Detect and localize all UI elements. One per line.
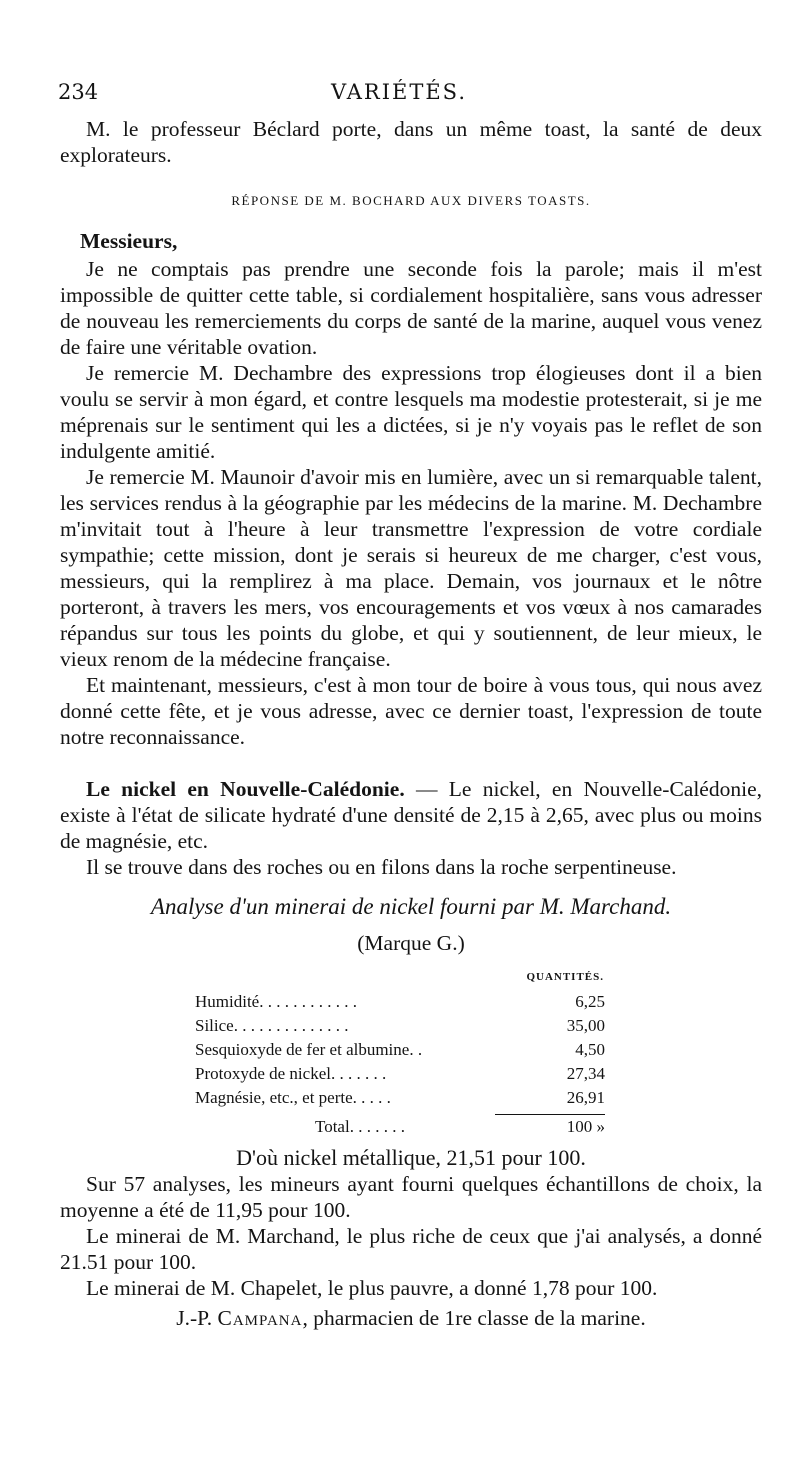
speech-paragraph: Je remercie M. Dechambre des expressions trop élogieuses dont il a bien voulu se servir à mon égard, et contre lesquels ma modestie protesterait, si je me méprenais sur le sentiment qui les a dictées, si je n'y voyais pas le reflet de son indulgente amitié. [60, 361, 762, 463]
salutation: Messieurs, [80, 229, 178, 253]
nickel-text: — Le nickel, en Nouvelle-Calédonie, existe à l'état de silicate hydraté d'une densité de 2,15 à 2,65, avec plus ou moins de magnésie, etc. [60, 777, 762, 853]
table-row [195, 990, 605, 1014]
nickel-heading: Le nickel en Nouvelle-Calédonie. [86, 777, 405, 801]
closing-paragraph: Le minerai de M. Chapelet, le plus pauvre, a donné 1,78 pour 100. [86, 1276, 658, 1300]
analysis-marque: (Marque G.) [357, 931, 465, 955]
total-row [195, 1115, 605, 1139]
closing-paragraph: Sur 57 analyses, les mineurs ayant fourni quelques échantillons de choix, la moyenne a été de 11,95 pour 100. [60, 1172, 762, 1222]
page-number: 234 [58, 80, 99, 104]
quantities-header: QUANTITÉS. [526, 971, 604, 983]
metal-line: D'où nickel métallique, 21,51 pour 100. [236, 1145, 586, 1170]
analysis-title: Analyse d'un minerai de nickel fourni par M. Marchand. [150, 894, 672, 919]
signature [60, 1305, 762, 1331]
row-value: 4,50 [575, 1040, 605, 1059]
total-label: Total. . . . . . . [315, 1117, 405, 1136]
signature-suffix: , pharmacien de 1re classe de la marine. [302, 1306, 646, 1330]
row-label: Humidité. . . . . . . . . . . . [195, 992, 357, 1011]
closing-paragraph: Le minerai de M. Marchand, le plus riche de ceux que j'ai analysés, a donné 21.51 pour 100. [60, 1224, 762, 1274]
nickel-paragraph-2: Il se trouve dans des roches ou en filons dans la roche serpentineuse. [86, 855, 677, 879]
section-subheading: RÉPONSE DE M. BOCHARD AUX DIVERS TOASTS. [231, 193, 591, 208]
analysis-table [195, 964, 605, 1139]
row-value: 27,34 [566, 1064, 605, 1083]
table-row [195, 1062, 605, 1086]
row-value: 6,25 [575, 992, 605, 1011]
nickel-paragraph [60, 776, 762, 854]
total-value: 100 » [566, 1117, 605, 1136]
row-value: 26,91 [566, 1088, 605, 1107]
row-label: Magnésie, etc., et perte. . . . . [195, 1088, 391, 1107]
speech-paragraph: Et maintenant, messieurs, c'est à mon tour de boire à vous tous, qui nous avez donné cette fête, et je vous adresse, avec ce dernier toast, l'expression de toute notre reconnaissance. [60, 673, 762, 749]
page-body [60, 116, 762, 1331]
speech-paragraph: Je remercie M. Maunoir d'avoir mis en lumière, avec un si remarquable talent, les services rendus à la géographie par les médecins de la marine. M. Dechambre m'invitait tout à l'heure à leur transmettre l'expression de votre cordiale sympathie; cette mission, dont je serais si heureux de me charger, c'est vous, messieurs, qui la remplirez à ma place. Demain, vos journaux et le nôtre porteront, à travers les mers, vos encouragements et vos vœux à nos camarades répandus sur tous les points du globe, et qui y soutiennent, de leur mieux, le vieux renom de la médecine française. [60, 465, 762, 671]
row-value: 35,00 [566, 1016, 605, 1035]
row-label: Protoxyde de nickel. . . . . . . [195, 1064, 387, 1083]
speech-paragraph: Je ne comptais pas prendre une seconde fois la parole; mais il m'est impossible de quitter cette table, si cordialement hospitalière, sans vous adresser de nouveau les remerciements du corps de santé de la marine, auquel vous venez de faire une véritable ovation. [60, 257, 762, 359]
signature-prefix: J.-P. [176, 1306, 218, 1330]
table-row [195, 1014, 605, 1038]
running-title: VARIÉTÉS. [331, 80, 467, 104]
intro-paragraph: M. le professeur Béclard porte, dans un même toast, la santé de deux explorateurs. [60, 117, 762, 167]
table-row [195, 1038, 605, 1062]
row-label: Sesquioxyde de fer et albumine. . [195, 1040, 423, 1059]
table-row [195, 1086, 605, 1110]
signature-name: Campana [217, 1306, 303, 1330]
row-label: Silice. . . . . . . . . . . . . . [195, 1016, 349, 1035]
